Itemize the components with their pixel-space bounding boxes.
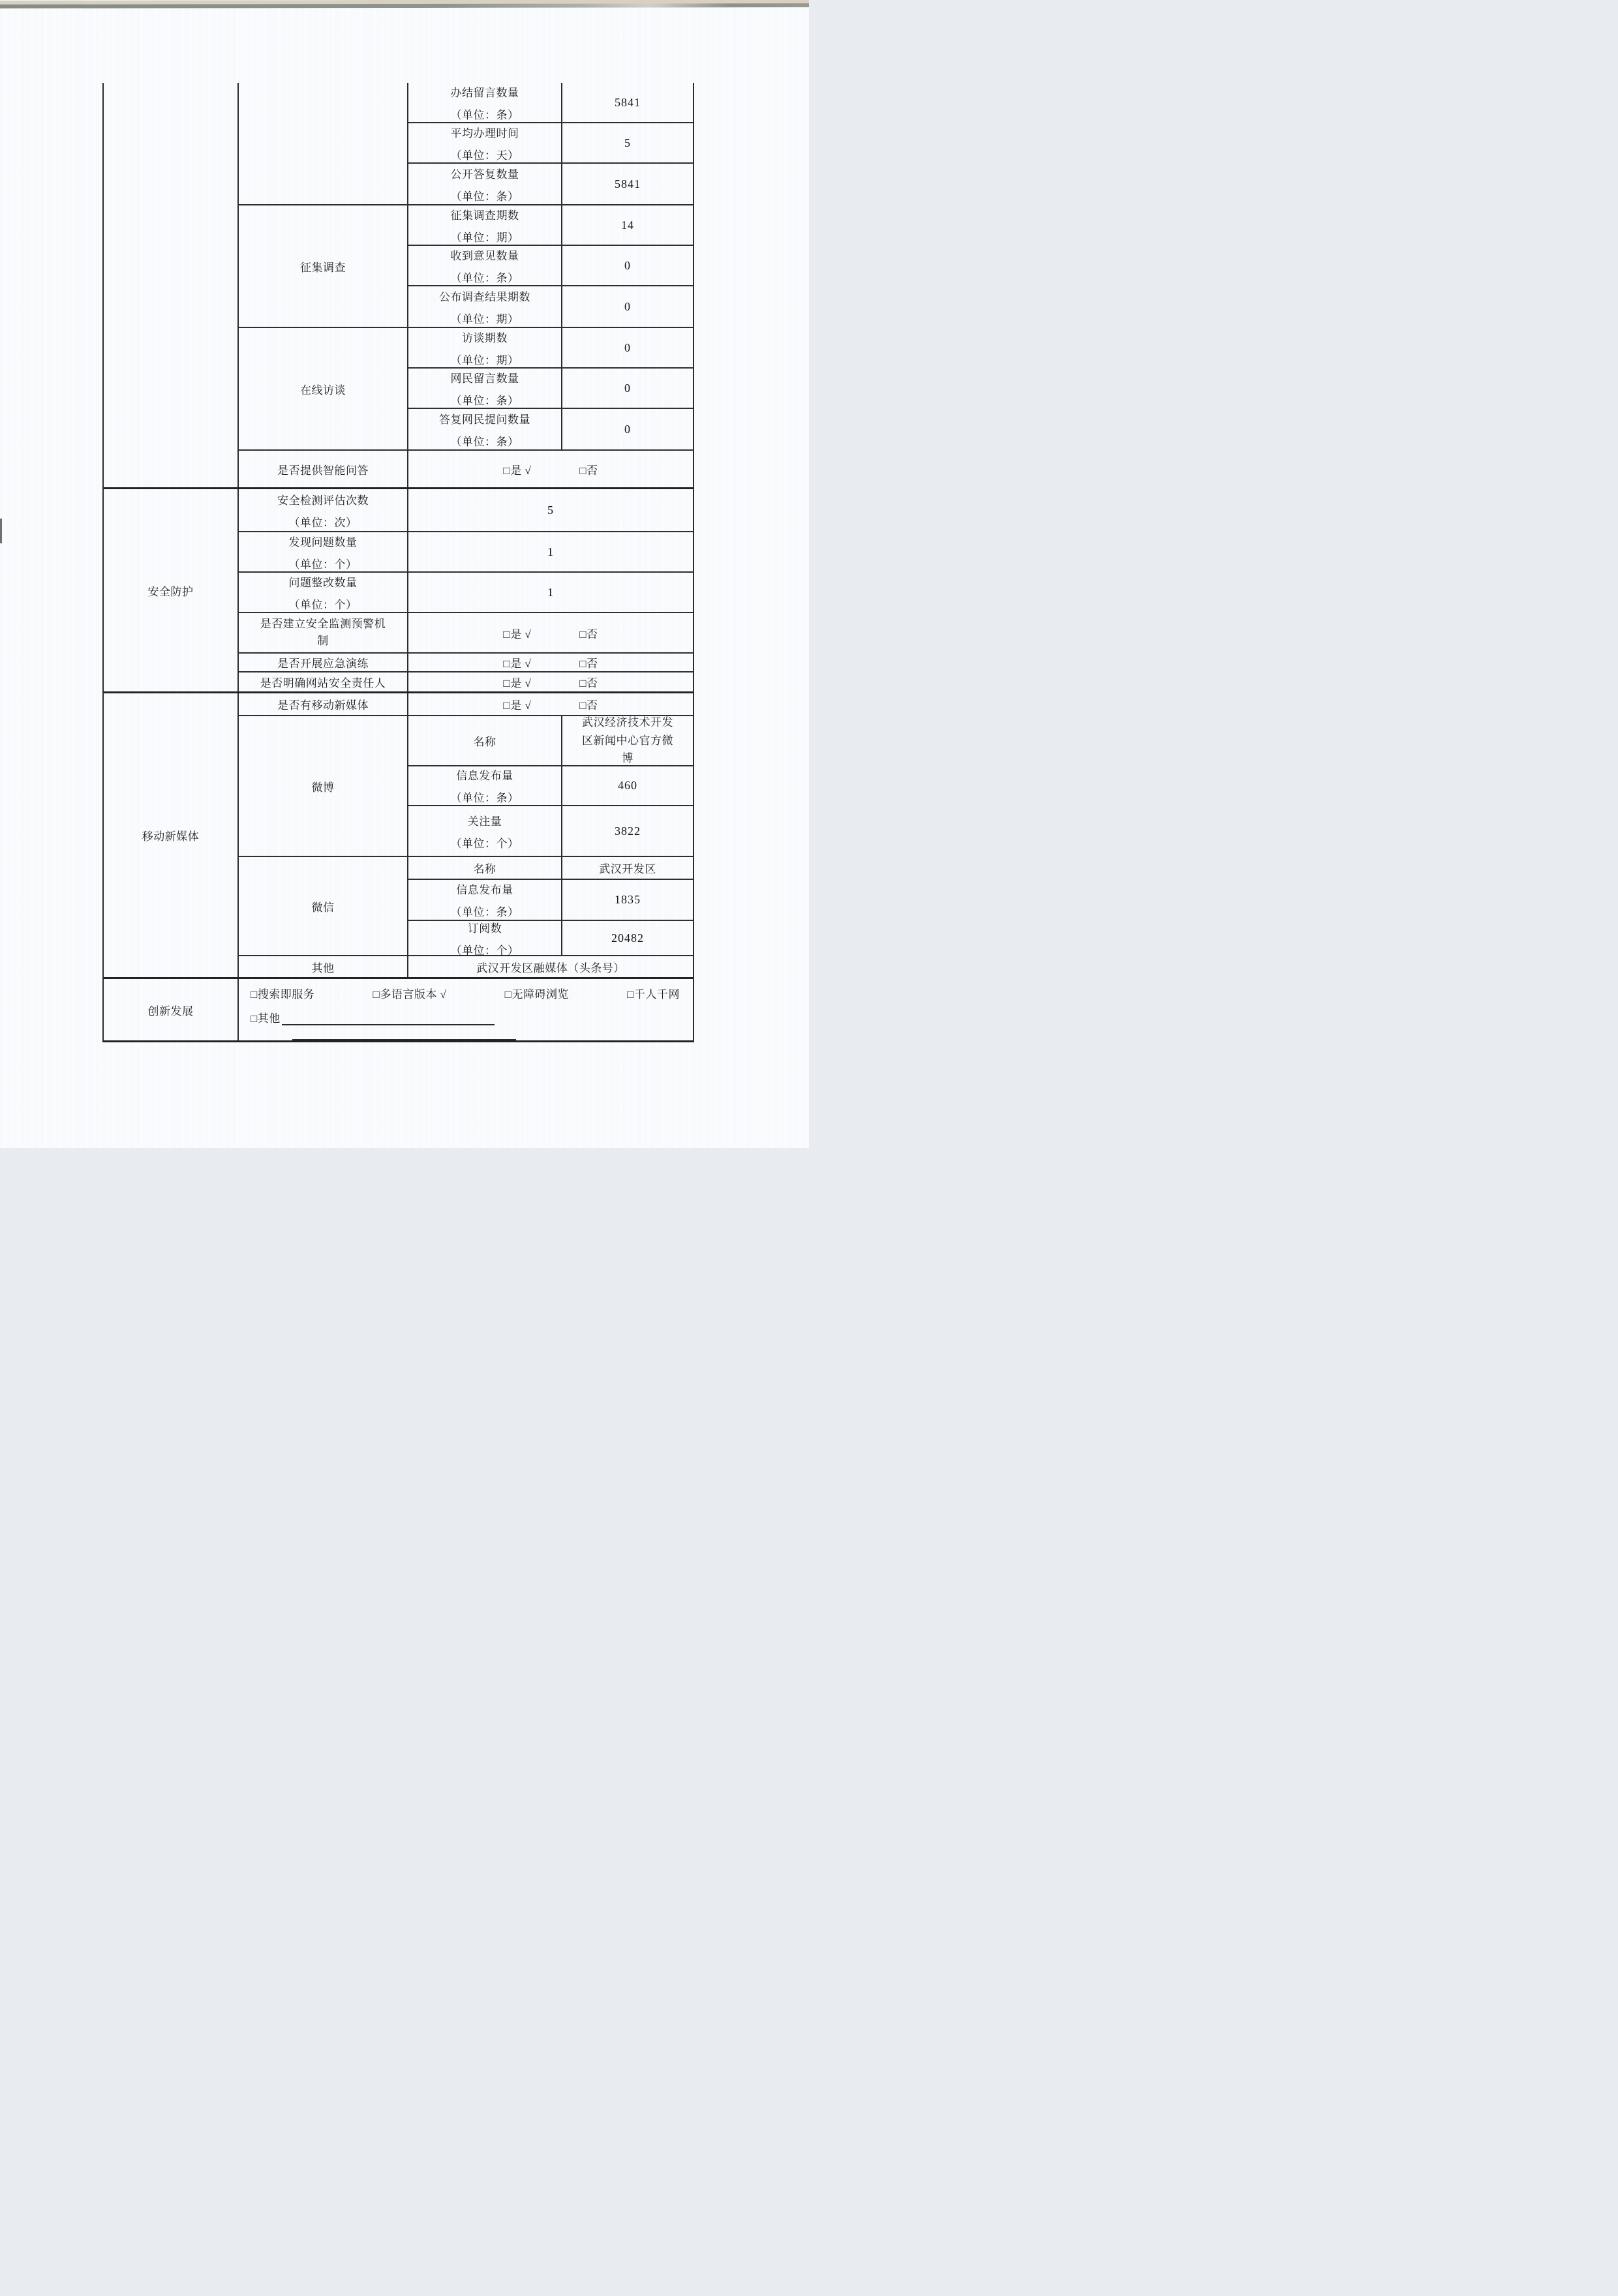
metric-label: 收到意见数量 bbox=[450, 249, 519, 262]
table-row bbox=[408, 766, 693, 806]
weibo-name-value: 武汉经济技术开发区新闻中心官方微博 bbox=[582, 716, 673, 765]
scan-left-mark-artifact bbox=[0, 519, 2, 543]
metric-value: 5841 bbox=[615, 95, 641, 109]
table-row bbox=[408, 328, 693, 369]
checkbox-no: □否 bbox=[579, 699, 598, 712]
weibo-name-row bbox=[408, 716, 693, 766]
metric-label: 关注量 bbox=[467, 815, 502, 828]
table-row bbox=[408, 246, 693, 286]
checkbox-no: □否 bbox=[579, 657, 598, 670]
other-media-value: 武汉开发区融媒体（头条号） bbox=[476, 961, 625, 974]
table-row bbox=[408, 409, 693, 449]
subcategory-label-wechat: 微信 bbox=[239, 857, 408, 955]
category-cell-empty bbox=[104, 83, 239, 487]
group-wechat bbox=[239, 857, 693, 956]
metric-unit: （单位：天） bbox=[450, 149, 519, 162]
table-row bbox=[408, 205, 693, 246]
group-weibo bbox=[239, 716, 693, 857]
metric-label: 办结留言数量 bbox=[450, 86, 519, 99]
metric-value: 1835 bbox=[615, 893, 641, 906]
category-label-mobile-media: 移动新媒体 bbox=[104, 693, 239, 977]
metric-value: 5 bbox=[624, 136, 631, 149]
checkbox-no: □否 bbox=[579, 627, 598, 641]
metric-label: 平均办理时间 bbox=[450, 127, 519, 140]
metric-unit: （单位：次） bbox=[288, 516, 358, 529]
metric-label: 访谈期数 bbox=[462, 331, 508, 344]
metric-label: 问题整改数量 bbox=[288, 576, 358, 589]
metric-label: 信息发布量 bbox=[456, 770, 513, 782]
scanned-report-page bbox=[0, 0, 809, 1148]
section-mobile-media bbox=[104, 693, 693, 979]
metric-unit: （单位：条） bbox=[450, 435, 519, 448]
wechat-name-value: 武汉开发区 bbox=[599, 863, 656, 875]
metric-unit: （单位：条） bbox=[450, 792, 519, 804]
metric-label: 征集调查期数 bbox=[450, 209, 519, 222]
smart-qa-row bbox=[239, 451, 693, 487]
checkbox-option-other: □其他 bbox=[251, 1012, 281, 1025]
metric-label: 公开答复数量 bbox=[450, 168, 519, 181]
check-row-label: 是否建立安全监测预警机制 bbox=[260, 617, 386, 647]
checkbox-no: □否 bbox=[579, 677, 598, 689]
metric-unit: （单位：个） bbox=[288, 558, 358, 571]
checkbox-option: □无障碍浏览 bbox=[504, 988, 569, 1001]
security-officer-row bbox=[239, 672, 693, 691]
checkbox-option: □搜索即服务 bbox=[251, 988, 315, 1001]
subcategory-cell-empty bbox=[239, 83, 408, 204]
table-row bbox=[408, 369, 693, 409]
table-row bbox=[408, 83, 693, 123]
blank-underline bbox=[292, 1034, 516, 1040]
innovation-other-line bbox=[251, 1009, 684, 1025]
category-label-innovation: 创新发展 bbox=[104, 979, 239, 1040]
checkbox-yes: □是 √ bbox=[503, 657, 532, 670]
category-label-security: 安全防护 bbox=[104, 489, 239, 691]
checkbox-yes: □是 √ bbox=[503, 464, 532, 477]
metric-unit: （单位：条） bbox=[450, 108, 519, 121]
checkbox-option: □多语言版本 √ bbox=[373, 988, 447, 1001]
checkbox-yes: □是 √ bbox=[503, 627, 532, 641]
metric-label: 答复网民提问数量 bbox=[439, 413, 530, 426]
table-row bbox=[408, 123, 693, 164]
group-survey bbox=[239, 205, 693, 328]
metric-label: 订阅数 bbox=[467, 922, 502, 935]
innovation-options bbox=[251, 985, 684, 1001]
check-row-label: 是否提供智能问答 bbox=[239, 451, 408, 487]
metric-value: 14 bbox=[621, 218, 634, 232]
metric-unit: （单位：期） bbox=[450, 231, 519, 244]
name-label: 名称 bbox=[408, 857, 562, 879]
metric-unit: （单位：条） bbox=[450, 271, 519, 284]
metric-value: 5841 bbox=[615, 177, 641, 190]
table-row bbox=[239, 489, 693, 532]
metric-unit: （单位：个） bbox=[288, 598, 358, 611]
metric-label: 安全检测评估次数 bbox=[277, 494, 369, 507]
other-label: 其他 bbox=[239, 956, 408, 977]
checkbox-option: □千人千网 bbox=[627, 988, 680, 1001]
metric-value: 20482 bbox=[611, 931, 644, 944]
name-label: 名称 bbox=[408, 716, 562, 765]
table-row bbox=[408, 921, 693, 955]
table-row bbox=[408, 806, 693, 856]
checkbox-no: □否 bbox=[579, 464, 598, 477]
metric-value: 0 bbox=[624, 422, 631, 436]
table-row bbox=[408, 286, 693, 327]
metric-value: 3822 bbox=[615, 824, 641, 838]
group-messages bbox=[239, 83, 693, 205]
table-row bbox=[408, 164, 693, 204]
check-row-label: 是否有移动新媒体 bbox=[239, 693, 408, 715]
scan-edge-line-artifact bbox=[0, 3, 809, 8]
metric-value: 1 bbox=[547, 585, 554, 599]
metric-value: 5 bbox=[547, 503, 554, 517]
section-security bbox=[104, 489, 693, 693]
warning-mechanism-row bbox=[239, 613, 693, 654]
metric-label: 发现问题数量 bbox=[288, 536, 358, 549]
metric-value: 0 bbox=[624, 258, 631, 272]
emergency-drill-row bbox=[239, 654, 693, 672]
table-row bbox=[239, 573, 693, 613]
metric-value: 460 bbox=[618, 779, 637, 792]
metric-value: 1 bbox=[547, 545, 554, 558]
metric-label: 信息发布量 bbox=[456, 884, 513, 896]
metric-unit: （单位：条） bbox=[450, 190, 519, 203]
subcategory-label-weibo: 微博 bbox=[239, 716, 408, 856]
metric-unit: （单位：个） bbox=[450, 944, 519, 957]
metric-unit: （单位：个） bbox=[450, 837, 519, 850]
checkbox-yes: □是 √ bbox=[503, 677, 532, 689]
other-media-row bbox=[239, 956, 693, 977]
table-row bbox=[239, 532, 693, 573]
check-row-label: 是否开展应急演练 bbox=[239, 654, 408, 671]
metric-unit: （单位：条） bbox=[450, 906, 519, 918]
wechat-name-row bbox=[408, 857, 693, 880]
subcategory-label: 在线访谈 bbox=[239, 328, 408, 449]
section-innovation bbox=[104, 979, 693, 1040]
blank-underline bbox=[282, 1014, 495, 1025]
metric-label: 公布调查结果期数 bbox=[439, 290, 530, 303]
table-row bbox=[408, 880, 693, 921]
has-mobile-media-row bbox=[239, 693, 693, 716]
metric-value: 0 bbox=[624, 381, 631, 395]
metric-value: 0 bbox=[624, 340, 631, 354]
metric-unit: （单位：期） bbox=[450, 312, 519, 325]
metric-label: 网民留言数量 bbox=[450, 372, 519, 385]
section-interaction bbox=[104, 83, 693, 489]
metric-unit: （单位：条） bbox=[450, 394, 519, 407]
metric-unit: （单位：期） bbox=[450, 354, 519, 367]
check-row-label: 是否明确网站安全责任人 bbox=[239, 672, 408, 691]
checkbox-yes: □是 √ bbox=[503, 699, 532, 712]
group-interview bbox=[239, 328, 693, 451]
annual-report-table bbox=[102, 83, 694, 1042]
metric-value: 0 bbox=[624, 299, 631, 313]
subcategory-label: 征集调查 bbox=[239, 205, 408, 327]
